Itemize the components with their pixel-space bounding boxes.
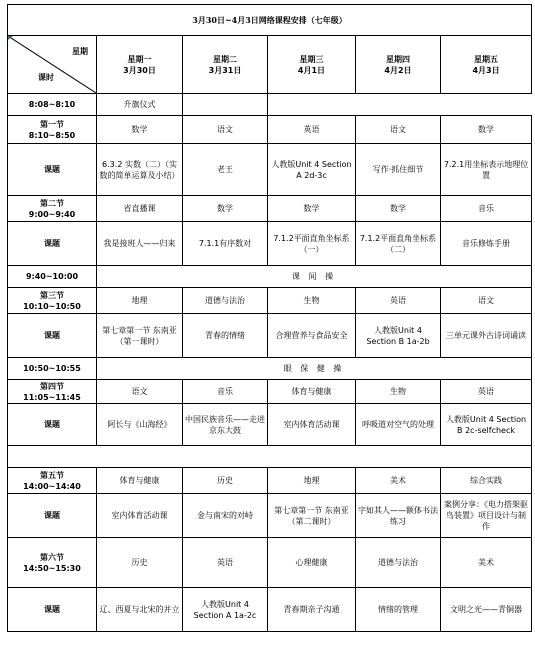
subject-cell: 历史	[97, 538, 183, 588]
day-header-wed: 星期三 4月1日	[268, 36, 356, 94]
period-label: 第四节 11:05~11:45	[8, 380, 97, 404]
subject-cell: 生物	[268, 288, 356, 314]
subject-cell: 音乐	[183, 380, 268, 404]
topic-cell: 音乐修炼手册	[441, 222, 532, 266]
subject-cell: 体育与健康	[97, 468, 183, 494]
break-exercise: 课 间 操	[97, 266, 532, 288]
subject-cell: 数学	[97, 116, 183, 144]
period-label: 第二节 9:00~9:40	[8, 196, 97, 222]
subject-cell: 生物	[356, 380, 441, 404]
subject-cell: 英语	[183, 538, 268, 588]
topic-label: 课题	[8, 144, 97, 196]
topic-label: 课题	[8, 314, 97, 358]
subject-cell: 地理	[268, 468, 356, 494]
subject-cell: 语文	[356, 116, 441, 144]
subject-cell: 语文	[183, 116, 268, 144]
period-label: 第五节 14:00~14:40	[8, 468, 97, 494]
topic-cell: 呼吸道对空气的处理	[356, 404, 441, 446]
page-title: 3月30日~4月3日网络课程安排（七年级）	[8, 5, 532, 36]
topic-cell: 案例分享：《电力搭架驱鸟装置》项目设计与制作	[441, 494, 532, 538]
subject-cell: 语文	[441, 288, 532, 314]
topic-cell: 7.1.2平面直角坐标系（一）	[268, 222, 356, 266]
subject-cell: 体育与健康	[268, 380, 356, 404]
schedule-table	[7, 4, 532, 632]
topic-label: 课题	[8, 222, 97, 266]
day-header-mon: 星期一 3月30日	[97, 36, 183, 94]
topic-cell: 我是接班人——归来	[97, 222, 183, 266]
subject-cell: 音乐	[441, 196, 532, 222]
subject-cell: 数学	[356, 196, 441, 222]
subject-cell: 心理健康	[268, 538, 356, 588]
period-label: 第一节 8:10~8:50	[8, 116, 97, 144]
corner-header	[8, 36, 97, 94]
subject-cell: 英语	[441, 380, 532, 404]
topic-cell: 写作·抓住细节	[356, 144, 441, 196]
corner-day-label: 星期	[72, 47, 88, 56]
day-header-fri: 星期五 4月3日	[441, 36, 532, 94]
topic-label: 课题	[8, 494, 97, 538]
ceremony-cell: 升旗仪式	[97, 94, 183, 116]
subject-cell: 英语	[356, 288, 441, 314]
subject-cell: 语文	[97, 380, 183, 404]
topic-cell: 三单元课外古诗词诵读	[441, 314, 532, 358]
period-label: 第六节 14:50~15:30	[8, 538, 97, 588]
subject-cell: 数学	[183, 196, 268, 222]
eye-exercise: 眼 保 健 操	[97, 358, 532, 380]
topic-label: 课题	[8, 588, 97, 632]
day-header-thu: 星期四 4月2日	[356, 36, 441, 94]
day-header-tue: 星期二 3月31日	[183, 36, 268, 94]
topic-cell: 字如其人——额体书法练习	[356, 494, 441, 538]
subject-cell: 数学	[268, 196, 356, 222]
topic-cell: 6.3.2 实数（二）（实数的简单运算及小结）	[97, 144, 183, 196]
subject-cell: 美术	[441, 538, 532, 588]
time-label: 8:08~8:10	[8, 94, 97, 116]
subject-cell: 道德与法治	[356, 538, 441, 588]
subject-cell: 省直播课	[97, 196, 183, 222]
topic-cell: 文明之光——青铜器	[441, 588, 532, 632]
topic-cell: 室内体育活动课	[97, 494, 183, 538]
subject-cell: 英语	[268, 116, 356, 144]
topic-cell: 7.2.1用坐标表示地理位置	[441, 144, 532, 196]
corner-period-label: 课时	[38, 73, 54, 82]
topic-cell: 人教版Unit 4 Section A 2d-3c	[268, 144, 356, 196]
topic-cell: 人教版Unit 4 Section A 1a-2c	[183, 588, 268, 632]
topic-cell: 青春的情绪	[183, 314, 268, 358]
topic-cell: 金与南宋的对峙	[183, 494, 268, 538]
topic-label: 课题	[8, 404, 97, 446]
lunch-gap	[8, 446, 532, 468]
topic-cell: 室内体育活动课	[268, 404, 356, 446]
subject-cell: 美术	[356, 468, 441, 494]
topic-cell: 辽、西夏与北宋的并立	[97, 588, 183, 632]
period-label: 第三节 10:10~10:50	[8, 288, 97, 314]
topic-cell: 情绪的管理	[356, 588, 441, 632]
topic-cell: 人教版Unit 4 Section B 2c-selfcheck	[441, 404, 532, 446]
topic-cell: 7.1.1有序数对	[183, 222, 268, 266]
time-label: 9:40~10:00	[8, 266, 97, 288]
topic-cell: 人教版Unit 4 Section B 1a-2b	[356, 314, 441, 358]
topic-cell: 老王	[183, 144, 268, 196]
diagonal-line	[8, 36, 96, 93]
topic-cell: 青春期亲子沟通	[268, 588, 356, 632]
subject-cell: 地理	[97, 288, 183, 314]
subject-cell: 数学	[441, 116, 532, 144]
topic-cell: 第七章第一节 东南亚（第一课时）	[97, 314, 183, 358]
topic-cell: 7.1.2平面直角坐标系（二）	[356, 222, 441, 266]
subject-cell: 道德与法治	[183, 288, 268, 314]
topic-cell: 阿长与《山海经》	[97, 404, 183, 446]
topic-cell: 中国民族音乐——走进京东大鼓	[183, 404, 268, 446]
topic-cell: 合理营养与食品安全	[268, 314, 356, 358]
subject-cell: 历史	[183, 468, 268, 494]
subject-cell: 综合实践	[441, 468, 532, 494]
topic-cell: 第七章第一节 东南亚（第二课时）	[268, 494, 356, 538]
time-label: 10:50~10:55	[8, 358, 97, 380]
